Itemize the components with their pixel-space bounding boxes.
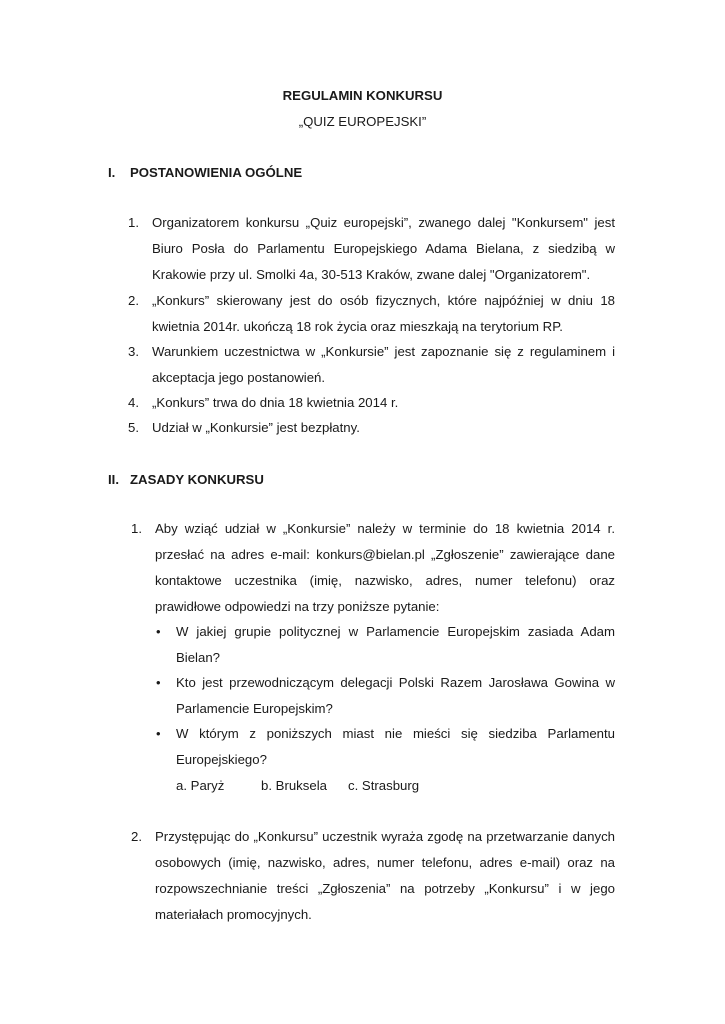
question-bullet <box>156 670 615 722</box>
document-subtitle: „QUIZ EUROPEJSKI” <box>298 114 427 129</box>
bullet-icon: • <box>156 624 161 639</box>
option-b: b. Bruksela <box>261 778 327 793</box>
bullet-icon: • <box>156 726 161 741</box>
item-text: Aby wziąć udział w „Konkursie” należy w terminie do 18 kwietnia 2014 r. przesłać na adres e-mail: konkurs@bielan.pl „Zgłoszenie” zawierające dane kontaktowe uczestnika (imię, nazwisko, adres, numer telefonu) oraz prawidłowe odpowiedzi na trzy poniższe pytanie: <box>155 521 615 614</box>
list-item <box>128 415 615 441</box>
bullet-icon: • <box>156 675 161 690</box>
item-text: Warunkiem uczestnictwa w „Konkursie” jest zapoznanie się z regulaminem i akceptacja jego postanowień. <box>152 344 615 385</box>
section-heading <box>108 165 302 180</box>
document-title: REGULAMIN KONKURSU <box>282 88 443 103</box>
list-item <box>128 210 615 288</box>
section-title: POSTANOWIENIA OGÓLNE <box>130 165 303 180</box>
answer-options <box>176 773 419 799</box>
list-item <box>128 339 615 391</box>
item-number: 3. <box>128 344 139 359</box>
list-item <box>131 824 615 928</box>
list-item <box>128 390 615 416</box>
list-item <box>128 288 615 340</box>
question-text: W jakiej grupie politycznej w Parlamencie Europejskim zasiada Adam Bielan? <box>176 624 615 665</box>
question-text: Kto jest przewodniczącym delegacji Polski Razem Jarosława Gowina w Parlamencie Europejskim? <box>176 675 615 716</box>
item-text: „Konkurs” trwa do dnia 18 kwietnia 2014 r. <box>152 395 399 410</box>
question-text: W którym z poniższych miast nie mieści się siedziba Parlamentu Europejskiego? <box>176 726 615 767</box>
section-number: I. <box>108 165 116 180</box>
item-number: 1. <box>131 521 142 536</box>
item-text: Udział w „Konkursie” jest bezpłatny. <box>152 420 360 435</box>
item-text: Przystępując do „Konkursu” uczestnik wyraża zgodę na przetwarzanie danych osobowych (imię, nazwisko, adres, numer telefonu, adres e-mail) oraz na rozpowszechnianie treści „Zgłoszenia” na potrzeby „Konkursu” i w jego materiałach promocyjnych. <box>155 829 615 922</box>
section-number: II. <box>108 472 119 487</box>
section-title: ZASADY KONKURSU <box>130 472 264 487</box>
item-number: 2. <box>128 293 139 308</box>
item-number: 4. <box>128 395 139 410</box>
list-item <box>131 516 615 620</box>
section-heading <box>108 472 264 487</box>
option-a: a. Paryż <box>176 778 225 793</box>
item-number: 1. <box>128 215 139 230</box>
question-bullet <box>156 721 615 773</box>
item-number: 5. <box>128 420 139 435</box>
question-bullet <box>156 619 615 671</box>
item-number: 2. <box>131 829 142 844</box>
item-text: Organizatorem konkursu „Quiz europejski”, zwanego dalej "Konkursem" jest Biuro Posła do Parlamentu Europejskiego Adama Bielana, z siedzibą w Krakowie przy ul. Smolki 4a, 30-513 Kraków, zwane dalej "Organizatorem". <box>152 215 615 282</box>
option-c: c. Strasburg <box>348 778 420 793</box>
item-text: „Konkurs” skierowany jest do osób fizycznych, które najpóźniej w dniu 18 kwietnia 2014r. ukończą 18 rok życia oraz mieszkają na terytorium RP. <box>152 293 615 334</box>
